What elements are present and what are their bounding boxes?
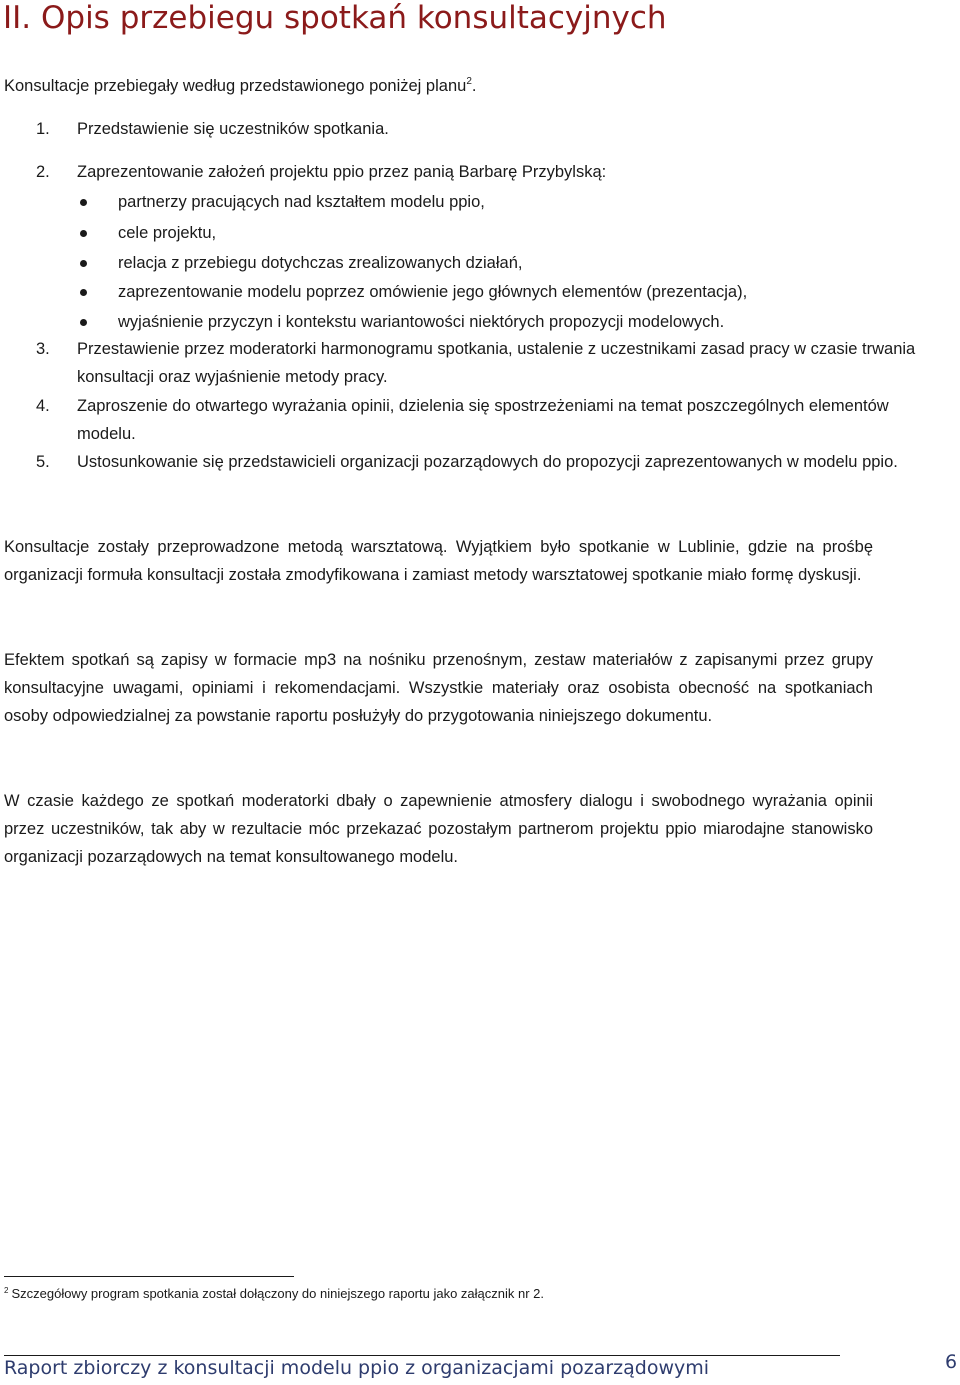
bullet-text: wyjaśnienie przyczyn i kontekstu wariantowości niektórych propozycji modelowych. xyxy=(118,313,725,331)
section-heading: II. Opis przebiegu spotkań konsultacyjnych xyxy=(3,0,667,36)
intro-text: Konsultacje przebiegały według przedstawionego poniżej planu xyxy=(4,77,467,95)
bullet-text: relacja z przebiegu dotychczas zrealizowanych działań, xyxy=(118,254,523,272)
footnote xyxy=(4,1286,544,1301)
plan-item-number: 5. xyxy=(36,453,50,471)
footnote-reference: 2 xyxy=(466,76,472,87)
bullet-text: zaprezentowanie modelu poprzez omówienie jego głównych elementów (prezentacja), xyxy=(118,283,748,301)
footer-separator xyxy=(4,1355,840,1356)
plan-item-number: 4. xyxy=(36,397,50,415)
plan-item xyxy=(36,448,936,476)
plan-item-number: 2. xyxy=(36,163,50,181)
plan-item-text: Przestawienie przez moderatorki harmonogramu spotkania, ustalenie z uczestnikami zasad pracy w czasie trwania konsultacji oraz wyjaśnienie metody pracy. xyxy=(77,340,916,386)
plan-item xyxy=(36,115,936,143)
intro-sentence xyxy=(4,77,476,96)
plan-item xyxy=(36,392,936,448)
plan-item-text: Zaproszenie do otwartego wyrażania opinii, dzielenia się spostrzeżeniami na temat poszczególnych elementów modelu. xyxy=(77,397,889,443)
plan-item-number: 3. xyxy=(36,340,50,358)
bullet-text: partnerzy pracujących nad kształtem modelu ppio, xyxy=(118,193,485,211)
bullet-icon xyxy=(80,289,87,296)
body-paragraph: W czasie każdego ze spotkań moderatorki dbały o zapewnienie atmosfery dialogu i swobodnego wyrażania opinii przez uczestników, tak aby w rezultacie móc przekazać pozostałym partnerom projektu ppio miarodajne stanowisko organizacji pozarządowych na temat konsultowanego modelu. xyxy=(4,792,873,866)
footnote-separator xyxy=(4,1276,294,1277)
plan-item-text: Ustosunkowanie się przedstawicieli organizacji pozarządowych do propozycji zaprezentowanych w modelu ppio. xyxy=(77,453,898,471)
bullet-icon xyxy=(80,199,87,206)
plan-item xyxy=(36,158,936,186)
bullet-icon xyxy=(80,319,87,326)
bullet-icon xyxy=(80,230,87,237)
footnote-text: Szczegółowy program spotkania został dołączony do niniejszego raportu jako załącznik nr 2. xyxy=(11,1286,545,1301)
bullet-text: cele projektu, xyxy=(118,224,217,242)
plan-item xyxy=(36,335,936,391)
plan-item-number: 1. xyxy=(36,120,50,138)
plan-item-text: Przedstawienie się uczestników spotkania. xyxy=(77,120,389,138)
body-paragraph: Efektem spotkań są zapisy w formacie mp3 na nośniku przenośnym, zestaw materiałów z zapisanymi przez grupy konsultacyjne uwagami, opiniami i rekomendacjami. Wszystkie materiały oraz osobista obecność na spotkaniach osoby odpowiedzialnej za powstanie raportu posłużyły do przygotowania niniejszego dokumentu. xyxy=(4,651,873,725)
bullet-icon xyxy=(80,260,87,267)
intro-tail: . xyxy=(471,77,477,95)
footer-title: Raport zbiorczy z konsultacji modelu ppio z organizacjami pozarządowymi xyxy=(4,1357,710,1379)
footnote-mark: 2 xyxy=(4,1286,9,1295)
page-number: 6 xyxy=(945,1351,958,1373)
plan-item-text: Zaprezentowanie założeń projektu ppio przez panią Barbarę Przybylską: xyxy=(77,163,607,181)
body-paragraph: Konsultacje zostały przeprowadzone metodą warsztatową. Wyjątkiem było spotkanie w Lublinie, gdzie na prośbę organizacji formuła konsultacji została zmodyfikowana i zamiast metody warsztatowej spotkanie miało formę dyskusji. xyxy=(4,538,873,584)
